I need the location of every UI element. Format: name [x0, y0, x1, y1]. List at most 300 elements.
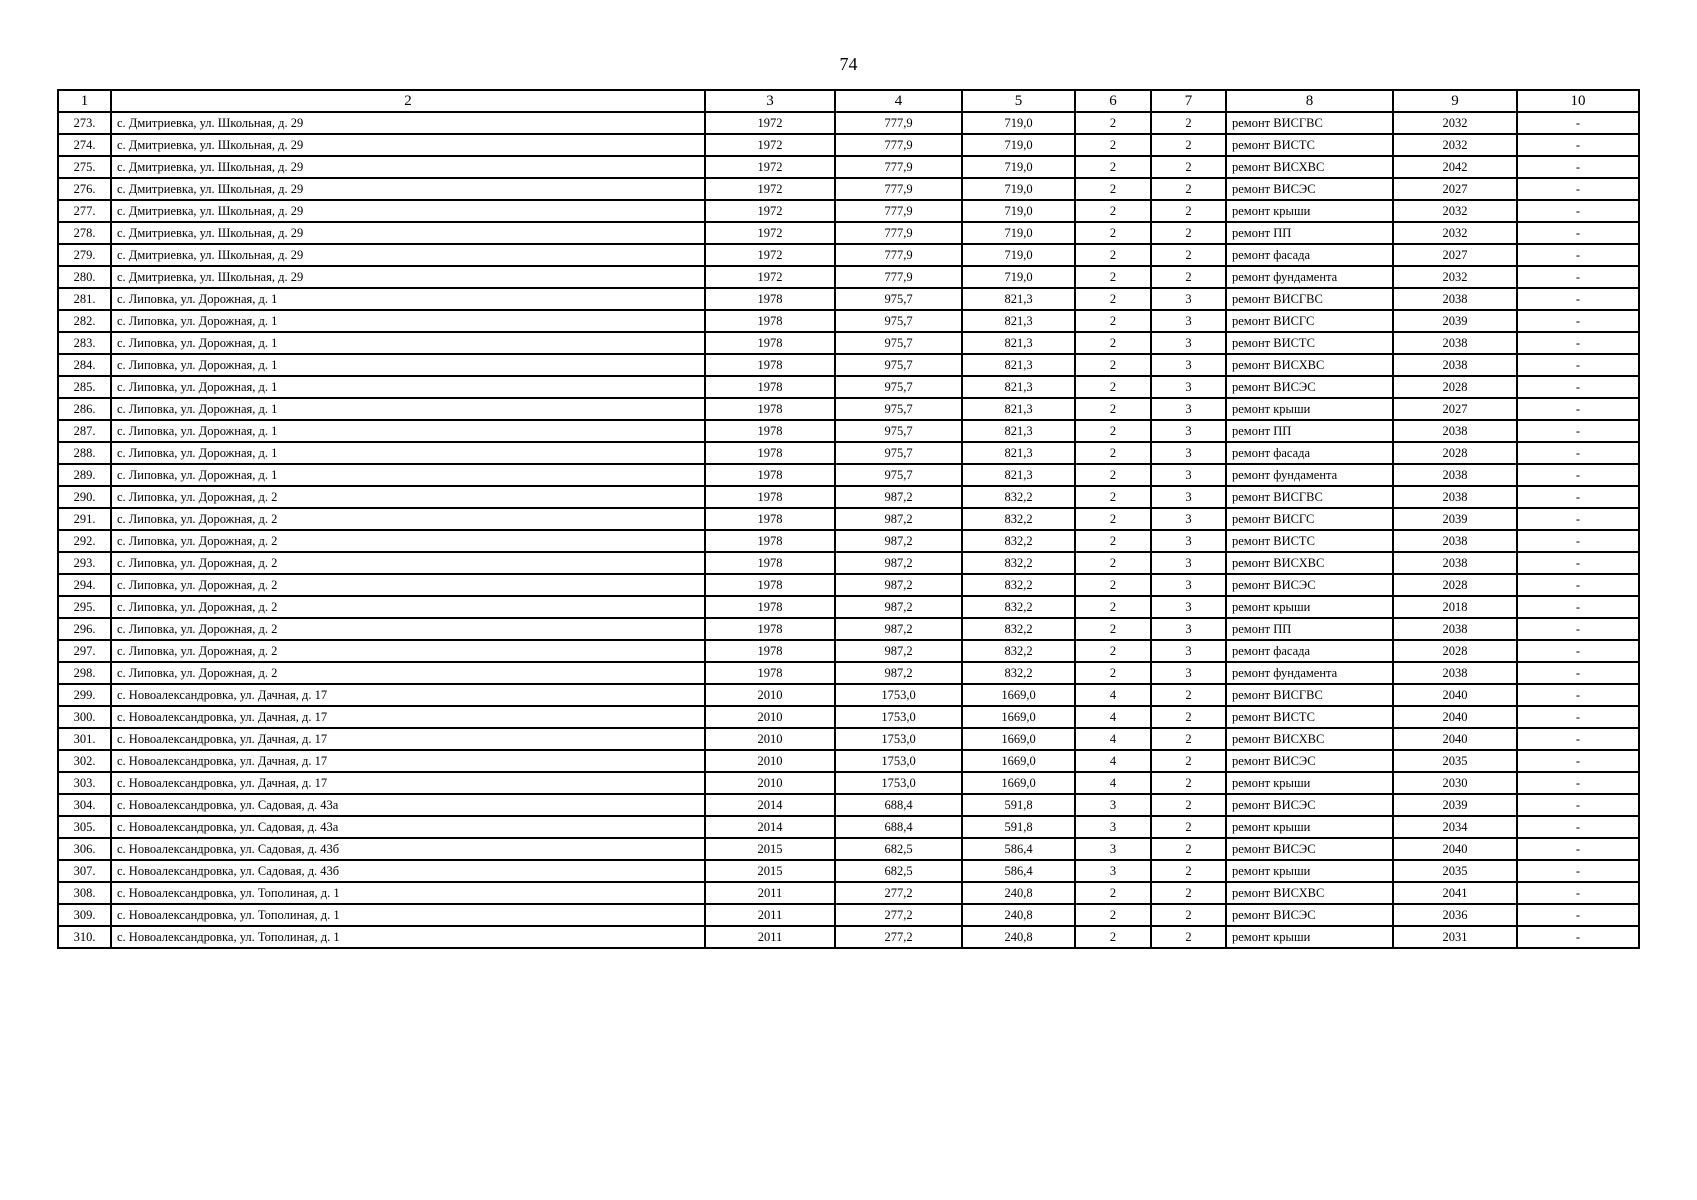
planned-year-cell: 2028: [1393, 640, 1517, 662]
note-cell: -: [1517, 706, 1639, 728]
total-area-cell: 975,7: [835, 464, 962, 486]
work-type-cell: ремонт фасада: [1226, 244, 1393, 266]
living-area-cell: 719,0: [962, 244, 1075, 266]
table-row: [58, 178, 1639, 200]
living-area-cell: 719,0: [962, 200, 1075, 222]
entrances-cell: 2: [1151, 860, 1226, 882]
floors-cell: 2: [1075, 310, 1151, 332]
entrances-cell: 2: [1151, 200, 1226, 222]
note-cell: -: [1517, 596, 1639, 618]
living-area-cell: 719,0: [962, 112, 1075, 134]
note-cell: -: [1517, 640, 1639, 662]
column-header: 4: [835, 90, 962, 112]
planned-year-cell: 2039: [1393, 508, 1517, 530]
planned-year-cell: 2038: [1393, 552, 1517, 574]
work-type-cell: ремонт фундамента: [1226, 464, 1393, 486]
planned-year-cell: 2034: [1393, 816, 1517, 838]
year-built-cell: 1972: [705, 222, 835, 244]
table-row: [58, 552, 1639, 574]
floors-cell: 2: [1075, 486, 1151, 508]
floors-cell: 2: [1075, 332, 1151, 354]
planned-year-cell: 2040: [1393, 728, 1517, 750]
planned-year-cell: 2035: [1393, 860, 1517, 882]
planned-year-cell: 2035: [1393, 750, 1517, 772]
table-row: [58, 530, 1639, 552]
work-type-cell: ремонт ВИСЭС: [1226, 750, 1393, 772]
entrances-cell: 3: [1151, 508, 1226, 530]
table-row: [58, 574, 1639, 596]
address-cell: с. Липовка, ул. Дорожная, д. 1: [111, 398, 705, 420]
planned-year-cell: 2039: [1393, 310, 1517, 332]
table-row: [58, 244, 1639, 266]
note-cell: -: [1517, 728, 1639, 750]
note-cell: -: [1517, 926, 1639, 948]
address-cell: с. Дмитриевка, ул. Школьная, д. 29: [111, 244, 705, 266]
living-area-cell: 591,8: [962, 794, 1075, 816]
note-cell: -: [1517, 376, 1639, 398]
living-area-cell: 1669,0: [962, 684, 1075, 706]
row-number-cell: 288.: [58, 442, 111, 464]
address-cell: с. Дмитриевка, ул. Школьная, д. 29: [111, 134, 705, 156]
table-row: [58, 772, 1639, 794]
floors-cell: 2: [1075, 552, 1151, 574]
floors-cell: 3: [1075, 838, 1151, 860]
total-area-cell: 987,2: [835, 508, 962, 530]
living-area-cell: 240,8: [962, 926, 1075, 948]
table-row: [58, 596, 1639, 618]
note-cell: -: [1517, 332, 1639, 354]
total-area-cell: 987,2: [835, 640, 962, 662]
work-type-cell: ремонт ВИСТС: [1226, 530, 1393, 552]
entrances-cell: 2: [1151, 244, 1226, 266]
address-cell: с. Липовка, ул. Дорожная, д. 1: [111, 420, 705, 442]
living-area-cell: 832,2: [962, 530, 1075, 552]
entrances-cell: 2: [1151, 838, 1226, 860]
year-built-cell: 1978: [705, 486, 835, 508]
total-area-cell: 975,7: [835, 398, 962, 420]
year-built-cell: 1978: [705, 530, 835, 552]
table-row: [58, 508, 1639, 530]
row-number-cell: 291.: [58, 508, 111, 530]
living-area-cell: 821,3: [962, 332, 1075, 354]
table-row: [58, 816, 1639, 838]
work-type-cell: ремонт ВИСГС: [1226, 508, 1393, 530]
note-cell: -: [1517, 442, 1639, 464]
entrances-cell: 2: [1151, 684, 1226, 706]
work-type-cell: ремонт ВИСХВС: [1226, 552, 1393, 574]
entrances-cell: 2: [1151, 112, 1226, 134]
row-number-cell: 298.: [58, 662, 111, 684]
entrances-cell: 3: [1151, 464, 1226, 486]
total-area-cell: 682,5: [835, 860, 962, 882]
total-area-cell: 682,5: [835, 838, 962, 860]
living-area-cell: 240,8: [962, 882, 1075, 904]
table-row: [58, 310, 1639, 332]
entrances-cell: 2: [1151, 156, 1226, 178]
work-type-cell: ремонт ПП: [1226, 420, 1393, 442]
living-area-cell: 832,2: [962, 552, 1075, 574]
row-number-cell: 305.: [58, 816, 111, 838]
year-built-cell: 2011: [705, 882, 835, 904]
address-cell: с. Новоалександровка, ул. Тополиная, д. 1: [111, 882, 705, 904]
total-area-cell: 975,7: [835, 442, 962, 464]
table-body: [58, 112, 1639, 948]
entrances-cell: 2: [1151, 728, 1226, 750]
row-number-cell: 294.: [58, 574, 111, 596]
total-area-cell: 1753,0: [835, 728, 962, 750]
row-number-cell: 296.: [58, 618, 111, 640]
living-area-cell: 832,2: [962, 618, 1075, 640]
living-area-cell: 1669,0: [962, 750, 1075, 772]
note-cell: -: [1517, 794, 1639, 816]
address-cell: с. Липовка, ул. Дорожная, д. 2: [111, 530, 705, 552]
work-type-cell: ремонт крыши: [1226, 398, 1393, 420]
table-row: [58, 486, 1639, 508]
living-area-cell: 1669,0: [962, 728, 1075, 750]
work-type-cell: ремонт крыши: [1226, 926, 1393, 948]
floors-cell: 2: [1075, 288, 1151, 310]
floors-cell: 2: [1075, 244, 1151, 266]
address-cell: с. Липовка, ул. Дорожная, д. 1: [111, 288, 705, 310]
floors-cell: 2: [1075, 640, 1151, 662]
planned-year-cell: 2018: [1393, 596, 1517, 618]
year-built-cell: 1978: [705, 618, 835, 640]
row-number-cell: 301.: [58, 728, 111, 750]
entrances-cell: 3: [1151, 398, 1226, 420]
note-cell: -: [1517, 684, 1639, 706]
row-number-cell: 275.: [58, 156, 111, 178]
entrances-cell: 2: [1151, 882, 1226, 904]
floors-cell: 4: [1075, 684, 1151, 706]
floors-cell: 2: [1075, 134, 1151, 156]
total-area-cell: 688,4: [835, 794, 962, 816]
note-cell: -: [1517, 156, 1639, 178]
note-cell: -: [1517, 882, 1639, 904]
note-cell: -: [1517, 662, 1639, 684]
address-cell: с. Липовка, ул. Дорожная, д. 1: [111, 354, 705, 376]
column-header: 10: [1517, 90, 1639, 112]
note-cell: -: [1517, 530, 1639, 552]
total-area-cell: 777,9: [835, 222, 962, 244]
note-cell: -: [1517, 552, 1639, 574]
row-number-cell: 278.: [58, 222, 111, 244]
work-type-cell: ремонт ВИСЭС: [1226, 178, 1393, 200]
total-area-cell: 975,7: [835, 332, 962, 354]
year-built-cell: 1978: [705, 310, 835, 332]
total-area-cell: 987,2: [835, 618, 962, 640]
address-cell: с. Дмитриевка, ул. Школьная, д. 29: [111, 222, 705, 244]
floors-cell: 2: [1075, 926, 1151, 948]
work-type-cell: ремонт ВИСЭС: [1226, 904, 1393, 926]
row-number-cell: 282.: [58, 310, 111, 332]
column-header: 1: [58, 90, 111, 112]
planned-year-cell: 2032: [1393, 134, 1517, 156]
year-built-cell: 1972: [705, 156, 835, 178]
year-built-cell: 1978: [705, 398, 835, 420]
note-cell: -: [1517, 222, 1639, 244]
work-type-cell: ремонт ПП: [1226, 618, 1393, 640]
address-cell: с. Липовка, ул. Дорожная, д. 2: [111, 486, 705, 508]
work-type-cell: ремонт ВИСЭС: [1226, 376, 1393, 398]
planned-year-cell: 2038: [1393, 486, 1517, 508]
year-built-cell: 2010: [705, 728, 835, 750]
living-area-cell: 832,2: [962, 640, 1075, 662]
planned-year-cell: 2040: [1393, 706, 1517, 728]
work-type-cell: ремонт крыши: [1226, 860, 1393, 882]
column-header: 5: [962, 90, 1075, 112]
address-cell: с. Липовка, ул. Дорожная, д. 2: [111, 596, 705, 618]
work-type-cell: ремонт ВИСГВС: [1226, 684, 1393, 706]
floors-cell: 4: [1075, 772, 1151, 794]
total-area-cell: 777,9: [835, 244, 962, 266]
living-area-cell: 1669,0: [962, 772, 1075, 794]
address-cell: с. Липовка, ул. Дорожная, д. 2: [111, 662, 705, 684]
note-cell: -: [1517, 750, 1639, 772]
address-cell: с. Новоалександровка, ул. Садовая, д. 43а: [111, 816, 705, 838]
note-cell: -: [1517, 178, 1639, 200]
table-row: [58, 222, 1639, 244]
living-area-cell: 586,4: [962, 860, 1075, 882]
living-area-cell: 719,0: [962, 156, 1075, 178]
work-type-cell: ремонт крыши: [1226, 200, 1393, 222]
note-cell: -: [1517, 574, 1639, 596]
entrances-cell: 3: [1151, 530, 1226, 552]
work-type-cell: ремонт ПП: [1226, 222, 1393, 244]
total-area-cell: 777,9: [835, 112, 962, 134]
note-cell: -: [1517, 838, 1639, 860]
row-number-cell: 281.: [58, 288, 111, 310]
planned-year-cell: 2030: [1393, 772, 1517, 794]
entrances-cell: 3: [1151, 288, 1226, 310]
living-area-cell: 832,2: [962, 574, 1075, 596]
address-cell: с. Липовка, ул. Дорожная, д. 1: [111, 376, 705, 398]
year-built-cell: 1978: [705, 420, 835, 442]
total-area-cell: 975,7: [835, 288, 962, 310]
year-built-cell: 1978: [705, 662, 835, 684]
living-area-cell: 832,2: [962, 596, 1075, 618]
work-type-cell: ремонт фундамента: [1226, 266, 1393, 288]
table-row: [58, 684, 1639, 706]
planned-year-cell: 2038: [1393, 464, 1517, 486]
entrances-cell: 2: [1151, 706, 1226, 728]
row-number-cell: 279.: [58, 244, 111, 266]
work-type-cell: ремонт фасада: [1226, 640, 1393, 662]
work-type-cell: ремонт ВИСГВС: [1226, 288, 1393, 310]
row-number-cell: 274.: [58, 134, 111, 156]
table-row: [58, 640, 1639, 662]
note-cell: -: [1517, 200, 1639, 222]
living-area-cell: 821,3: [962, 464, 1075, 486]
work-type-cell: ремонт ВИСТС: [1226, 706, 1393, 728]
address-cell: с. Новоалександровка, ул. Садовая, д. 43б: [111, 860, 705, 882]
table-row: [58, 882, 1639, 904]
living-area-cell: 1669,0: [962, 706, 1075, 728]
address-cell: с. Липовка, ул. Дорожная, д. 2: [111, 574, 705, 596]
total-area-cell: 277,2: [835, 926, 962, 948]
address-cell: с. Новоалександровка, ул. Тополиная, д. 1: [111, 904, 705, 926]
address-cell: с. Новоалександровка, ул. Дачная, д. 17: [111, 728, 705, 750]
work-type-cell: ремонт крыши: [1226, 772, 1393, 794]
planned-year-cell: 2038: [1393, 288, 1517, 310]
work-type-cell: ремонт фундамента: [1226, 662, 1393, 684]
row-number-cell: 308.: [58, 882, 111, 904]
floors-cell: 2: [1075, 464, 1151, 486]
note-cell: -: [1517, 310, 1639, 332]
address-cell: с. Липовка, ул. Дорожная, д. 2: [111, 508, 705, 530]
living-area-cell: 821,3: [962, 354, 1075, 376]
row-number-cell: 295.: [58, 596, 111, 618]
table-row: [58, 156, 1639, 178]
entrances-cell: 2: [1151, 266, 1226, 288]
planned-year-cell: 2036: [1393, 904, 1517, 926]
work-type-cell: ремонт крыши: [1226, 816, 1393, 838]
table-row: [58, 794, 1639, 816]
year-built-cell: 2015: [705, 838, 835, 860]
year-built-cell: 1972: [705, 266, 835, 288]
total-area-cell: 1753,0: [835, 684, 962, 706]
living-area-cell: 821,3: [962, 288, 1075, 310]
entrances-cell: 3: [1151, 310, 1226, 332]
column-header: 6: [1075, 90, 1151, 112]
table-row: [58, 750, 1639, 772]
total-area-cell: 777,9: [835, 178, 962, 200]
table-row: [58, 618, 1639, 640]
table-row: [58, 134, 1639, 156]
living-area-cell: 821,3: [962, 420, 1075, 442]
planned-year-cell: 2028: [1393, 574, 1517, 596]
entrances-cell: 3: [1151, 574, 1226, 596]
note-cell: -: [1517, 354, 1639, 376]
floors-cell: 2: [1075, 354, 1151, 376]
table-row: [58, 838, 1639, 860]
living-area-cell: 591,8: [962, 816, 1075, 838]
address-cell: с. Новоалександровка, ул. Дачная, д. 17: [111, 684, 705, 706]
work-type-cell: ремонт ВИСТС: [1226, 332, 1393, 354]
floors-cell: 2: [1075, 398, 1151, 420]
floors-cell: 3: [1075, 816, 1151, 838]
year-built-cell: 2011: [705, 926, 835, 948]
row-number-cell: 310.: [58, 926, 111, 948]
planned-year-cell: 2038: [1393, 662, 1517, 684]
total-area-cell: 987,2: [835, 574, 962, 596]
total-area-cell: 277,2: [835, 904, 962, 926]
living-area-cell: 821,3: [962, 398, 1075, 420]
living-area-cell: 832,2: [962, 486, 1075, 508]
year-built-cell: 2010: [705, 750, 835, 772]
living-area-cell: 832,2: [962, 662, 1075, 684]
address-cell: с. Липовка, ул. Дорожная, д. 1: [111, 464, 705, 486]
column-header: 7: [1151, 90, 1226, 112]
table-row: [58, 398, 1639, 420]
work-type-cell: ремонт ВИСТС: [1226, 134, 1393, 156]
column-header: 9: [1393, 90, 1517, 112]
floors-cell: 2: [1075, 508, 1151, 530]
row-number-cell: 292.: [58, 530, 111, 552]
planned-year-cell: 2027: [1393, 244, 1517, 266]
housing-repair-table: [57, 89, 1640, 949]
year-built-cell: 2014: [705, 794, 835, 816]
entrances-cell: 2: [1151, 816, 1226, 838]
year-built-cell: 1972: [705, 112, 835, 134]
row-number-cell: 277.: [58, 200, 111, 222]
table-row: [58, 200, 1639, 222]
work-type-cell: ремонт фасада: [1226, 442, 1393, 464]
row-number-cell: 303.: [58, 772, 111, 794]
total-area-cell: 1753,0: [835, 772, 962, 794]
row-number-cell: 284.: [58, 354, 111, 376]
year-built-cell: 2011: [705, 904, 835, 926]
total-area-cell: 987,2: [835, 552, 962, 574]
work-type-cell: ремонт ВИСХВС: [1226, 156, 1393, 178]
table-row: [58, 266, 1639, 288]
year-built-cell: 1972: [705, 134, 835, 156]
planned-year-cell: 2028: [1393, 442, 1517, 464]
floors-cell: 2: [1075, 596, 1151, 618]
address-cell: с. Липовка, ул. Дорожная, д. 2: [111, 618, 705, 640]
address-cell: с. Липовка, ул. Дорожная, д. 2: [111, 552, 705, 574]
year-built-cell: 1978: [705, 508, 835, 530]
row-number-cell: 286.: [58, 398, 111, 420]
total-area-cell: 975,7: [835, 420, 962, 442]
table-row: [58, 288, 1639, 310]
total-area-cell: 975,7: [835, 354, 962, 376]
note-cell: -: [1517, 420, 1639, 442]
table-row: [58, 112, 1639, 134]
work-type-cell: ремонт ВИСЭС: [1226, 794, 1393, 816]
planned-year-cell: 2042: [1393, 156, 1517, 178]
floors-cell: 2: [1075, 266, 1151, 288]
total-area-cell: 777,9: [835, 156, 962, 178]
floors-cell: 3: [1075, 860, 1151, 882]
living-area-cell: 719,0: [962, 134, 1075, 156]
living-area-cell: 719,0: [962, 266, 1075, 288]
row-number-cell: 276.: [58, 178, 111, 200]
entrances-cell: 3: [1151, 354, 1226, 376]
work-type-cell: ремонт крыши: [1226, 596, 1393, 618]
note-cell: -: [1517, 464, 1639, 486]
living-area-cell: 586,4: [962, 838, 1075, 860]
entrances-cell: 3: [1151, 332, 1226, 354]
address-cell: с. Новоалександровка, ул. Дачная, д. 17: [111, 706, 705, 728]
planned-year-cell: 2038: [1393, 530, 1517, 552]
floors-cell: 3: [1075, 794, 1151, 816]
address-cell: с. Липовка, ул. Дорожная, д. 2: [111, 640, 705, 662]
work-type-cell: ремонт ВИСХВС: [1226, 882, 1393, 904]
year-built-cell: 1978: [705, 552, 835, 574]
year-built-cell: 2015: [705, 860, 835, 882]
row-number-cell: 290.: [58, 486, 111, 508]
floors-cell: 2: [1075, 156, 1151, 178]
year-built-cell: 1972: [705, 178, 835, 200]
planned-year-cell: 2031: [1393, 926, 1517, 948]
entrances-cell: 2: [1151, 750, 1226, 772]
year-built-cell: 1978: [705, 288, 835, 310]
year-built-cell: 1978: [705, 376, 835, 398]
planned-year-cell: 2038: [1393, 420, 1517, 442]
work-type-cell: ремонт ВИСХВС: [1226, 354, 1393, 376]
note-cell: -: [1517, 772, 1639, 794]
work-type-cell: ремонт ВИСХВС: [1226, 728, 1393, 750]
note-cell: -: [1517, 288, 1639, 310]
year-built-cell: 1972: [705, 200, 835, 222]
living-area-cell: 821,3: [962, 310, 1075, 332]
total-area-cell: 987,2: [835, 662, 962, 684]
entrances-cell: 2: [1151, 134, 1226, 156]
planned-year-cell: 2038: [1393, 618, 1517, 640]
floors-cell: 2: [1075, 882, 1151, 904]
work-type-cell: ремонт ВИСГВС: [1226, 486, 1393, 508]
living-area-cell: 832,2: [962, 508, 1075, 530]
